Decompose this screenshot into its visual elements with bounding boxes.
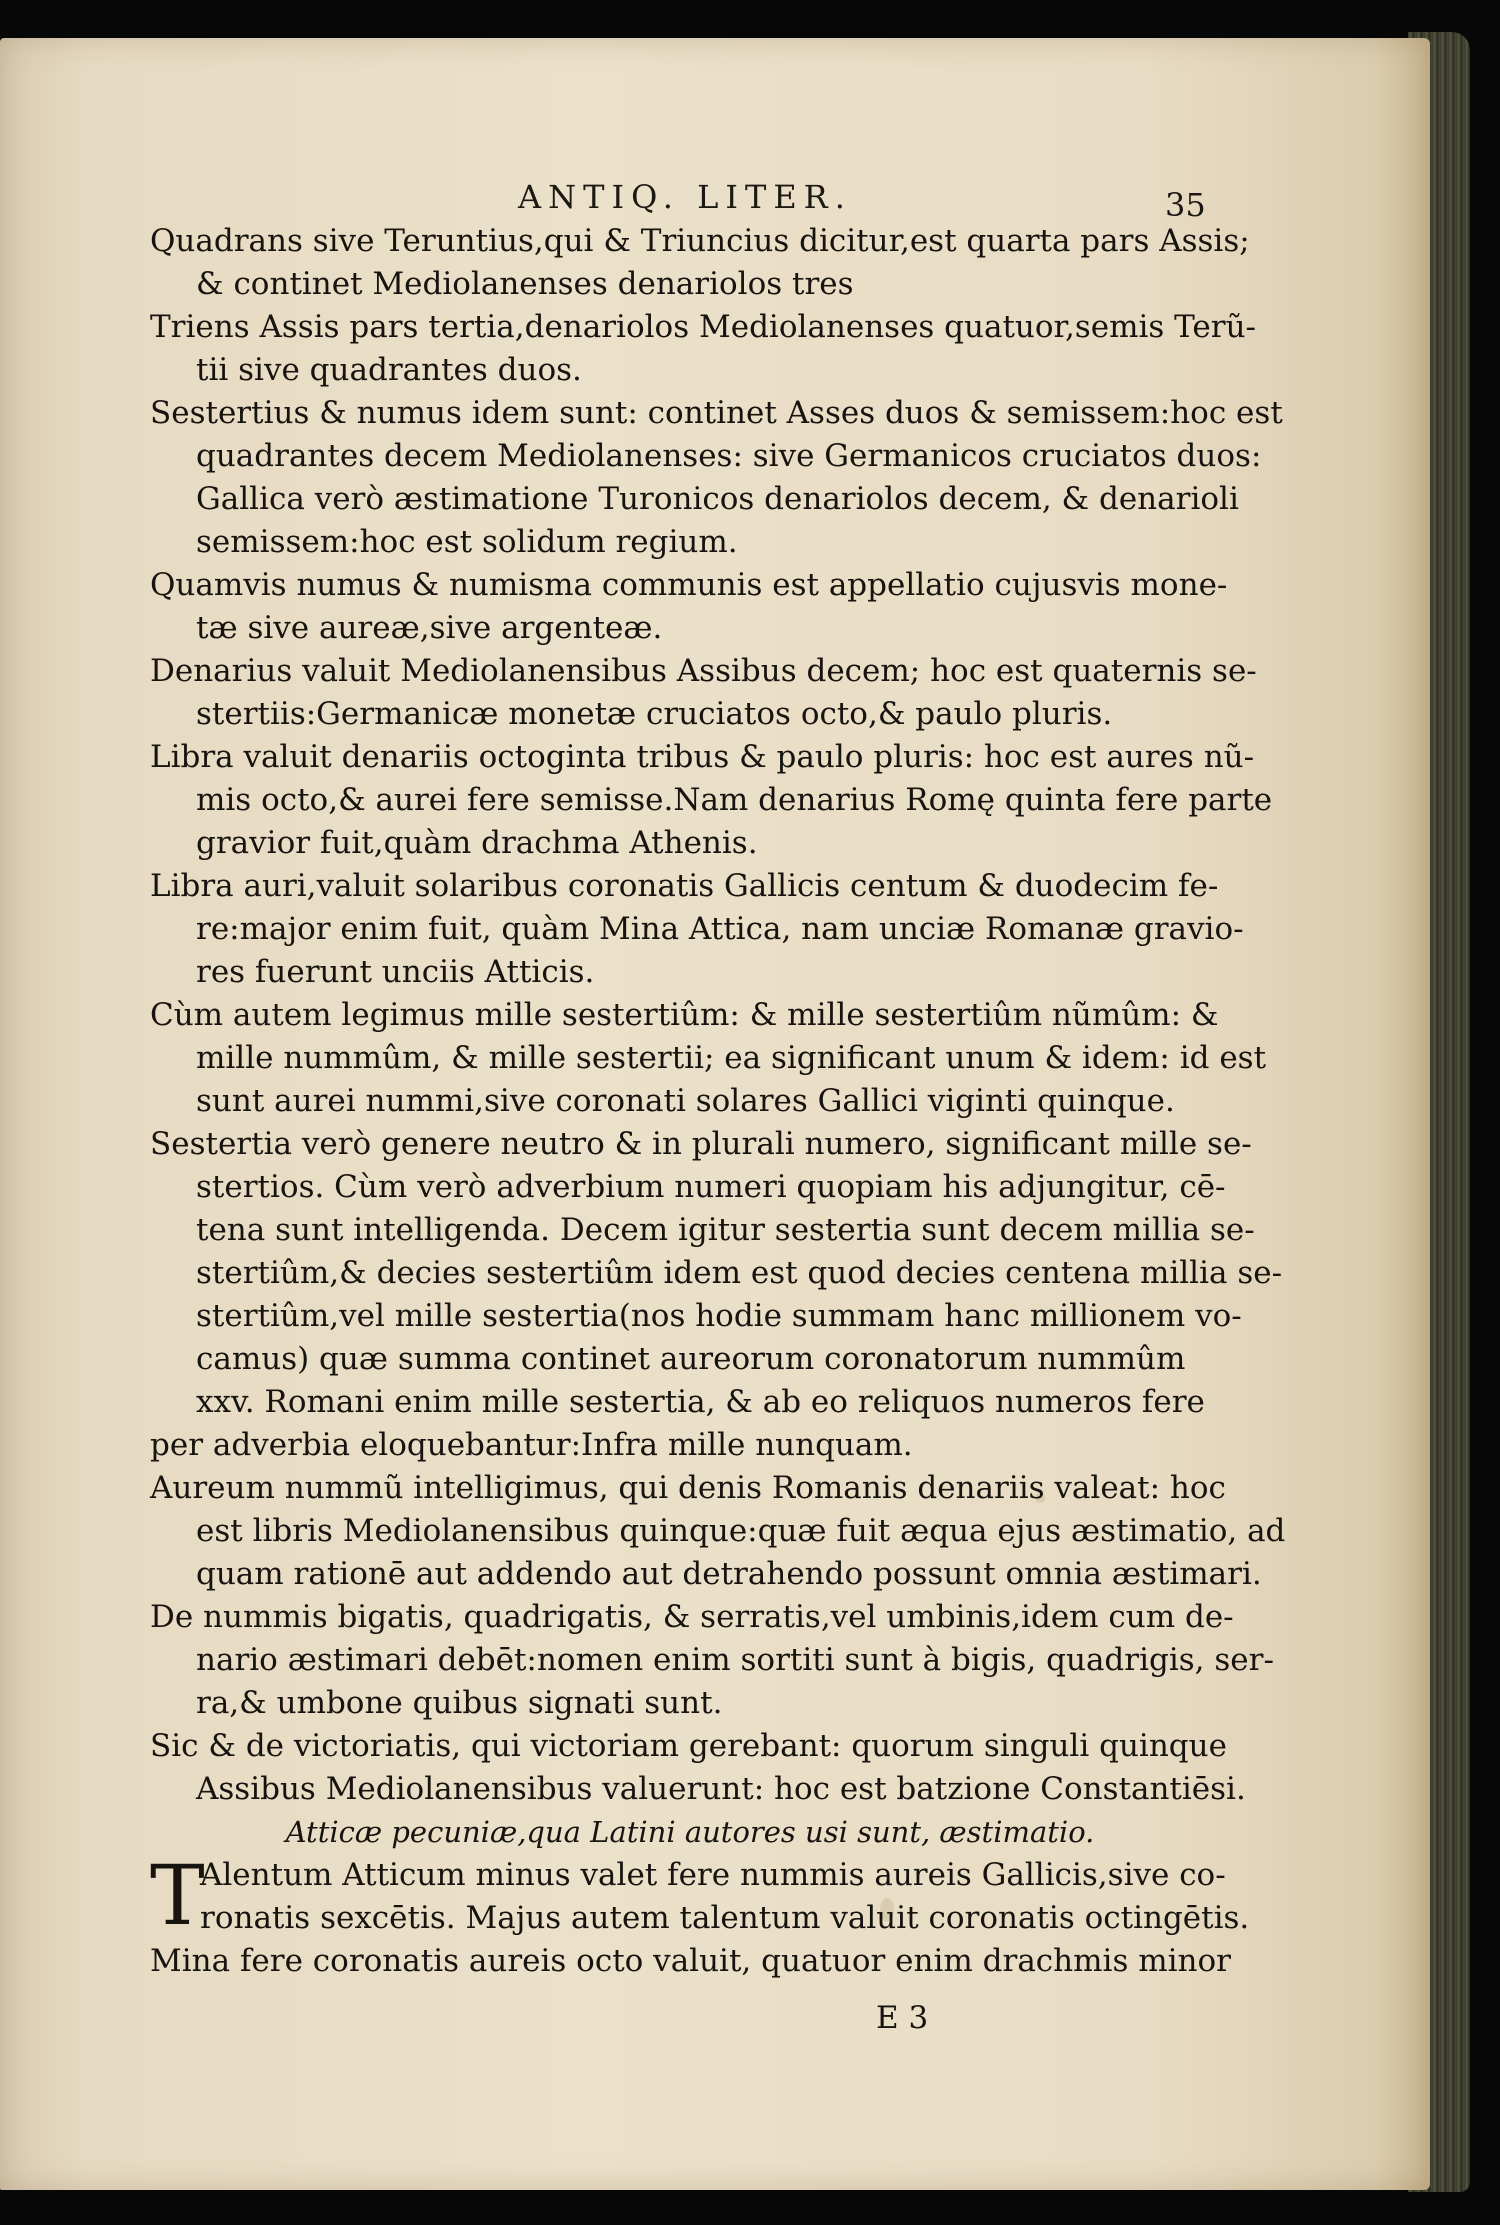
paragraph-with-initial [150,1849,1250,1983]
paragraph [150,650,1257,736]
text-line: Libra valuit denariis octoginta tribus & paulo pluris: hoc est aures nũ- [150,739,1255,775]
text-line: re:major enim fuit, quàm Mina Attica, nam unciæ Romanæ gravio- [196,911,1244,947]
text-line: ronatis sexcētis. Majus autem talentum valuit coronatis octingētis. [200,1900,1250,1936]
paragraph [150,220,1250,306]
text-line: stertiûm,vel mille sestertia(nos hodie summam hanc millionem vo- [196,1298,1242,1334]
text-line: quam rationē aut addendo aut detrahendo possunt omnia æstimari. [196,1556,1262,1592]
paragraph [150,392,1283,564]
text-line: Assibus Mediolanensibus valuerunt: hoc est batzione Constantiēsi. [196,1771,1246,1807]
text-line: mis octo,& aurei fere semisse.Nam denarius Romę quinta fere parte [196,782,1273,818]
text-line: mille nummûm, & mille sestertii; ea significant unum & idem: id est [196,1040,1267,1076]
text-line: Gallica verò æstimatione Turonicos denariolos decem, & denarioli [196,481,1239,517]
text-line: Sestertia verò genere neutro & in plurali numero, significant mille se- [150,1126,1252,1162]
text-line: Triens Assis pars tertia,denariolos Mediolanenses quatuor,semis Terũ- [150,309,1257,345]
text-block [150,220,1286,1983]
paragraph [150,994,1267,1123]
text-line: stertios. Cùm verò adverbium numeri quopiam his adjungitur, cē- [196,1169,1226,1205]
paragraph [150,564,1228,650]
text-line: & continet Mediolanenses denariolos tres [196,266,854,302]
text-line: camus) quæ summa continet aureorum coronatorum nummûm [196,1341,1186,1377]
text-line: Mina fere coronatis aureis octo valuit, quatuor enim drachmis minor [150,1943,1231,1979]
text-line: est libris Mediolanensibus quinque:quæ fuit æqua ejus æstimatio, ad [196,1513,1286,1549]
text-line: Quadrans sive Teruntius,qui & Triuncius dicitur,est quarta pars Assis; [150,223,1250,259]
paragraph [150,306,1257,392]
signature-mark: E 3 [876,2000,929,2036]
paragraph [150,1123,1283,1467]
text-line: Cùm autem legimus mille sestertiûm: & mille sestertiûm nũmûm: & [150,997,1219,1033]
text-line: De nummis bigatis, quadrigatis, & serratis,vel umbinis,idem cum de- [150,1599,1234,1635]
paragraph [150,736,1273,865]
page-number: 35 [1165,186,1206,224]
text-line: sunt aurei nummi,sive coronati solares Gallici viginti quinque. [196,1083,1175,1119]
paragraph [150,1467,1286,1596]
text-line: nario æstimari debēt:nomen enim sortiti sunt à bigis, quadrigis, ser- [196,1642,1274,1678]
text-line: Sic & de victoriatis, qui victoriam gerebant: quorum singuli quinque [150,1728,1227,1764]
text-line: ra,& umbone quibus signati sunt. [196,1685,723,1721]
text-line: tena sunt intelligenda. Decem igitur sestertia sunt decem millia se- [196,1212,1255,1248]
text-line: Libra auri,valuit solaribus coronatis Gallicis centum & duodecim fe- [150,868,1219,904]
text-line: Sestertius & numus idem sunt: continet Asses duos & semissem:hoc est [150,395,1283,431]
text-line: stertiûm,& decies sestertiûm idem est quod decies centena millia se- [196,1255,1283,1291]
text-line: xxv. Romani enim mille sestertia, & ab eo reliquos numeros fere [196,1384,1205,1420]
text-line: per adverbia eloquebantur:Infra mille nunquam. [150,1427,913,1463]
paragraph [150,1725,1246,1811]
text-line: quadrantes decem Mediolanenses: sive Germanicos cruciatos duos: [196,438,1262,474]
text-line: semissem:hoc est solidum regium. [196,524,738,560]
drop-capital: T [150,1849,205,1944]
text-line: tii sive quadrantes duos. [196,352,582,388]
text-line: Quamvis numus & numisma communis est appellatio cujusvis mone- [150,567,1228,603]
page-header [150,178,1206,224]
text-line: res fuerunt unciis Atticis. [196,954,595,990]
running-title: ANTIQ. LITER. [518,178,852,216]
section-heading: Atticæ pecuniæ,qua Latini autores usi sunt, æstimatio. [285,1815,1095,1849]
paragraph [150,1596,1274,1725]
text-line: stertiis:Germanicæ monetæ cruciatos octo,& paulo pluris. [196,696,1113,732]
text-line: tæ sive aureæ,sive argenteæ. [196,610,663,646]
paragraph [150,865,1244,994]
text-line: gravior fuit,quàm drachma Athenis. [196,825,758,861]
text-line: Alentum Atticum minus valet fere nummis aureis Gallicis,sive co- [200,1857,1226,1893]
text-line: Denarius valuit Mediolanensibus Assibus decem; hoc est quaternis se- [150,653,1257,689]
text-line: Aureum nummũ intelligimus, qui denis Romanis denariis valeat: hoc [150,1470,1226,1506]
